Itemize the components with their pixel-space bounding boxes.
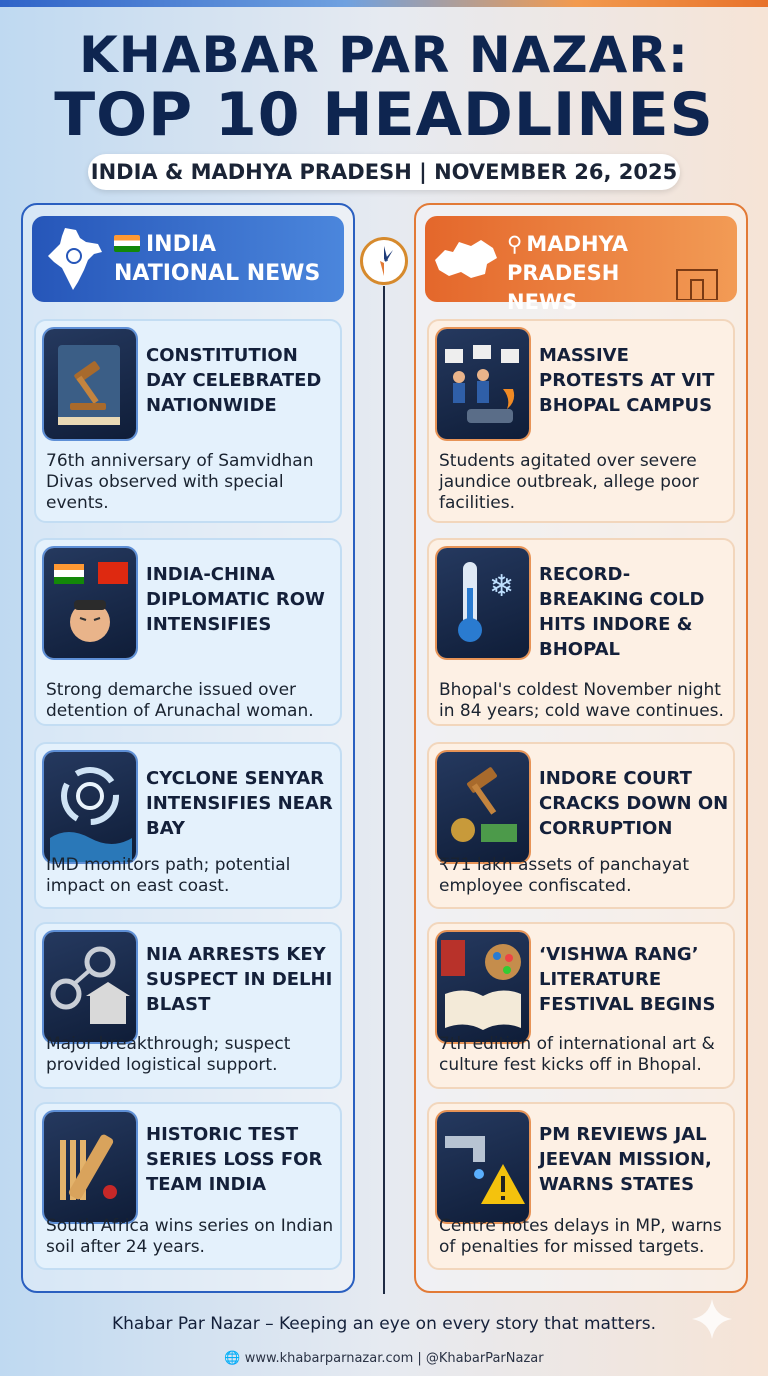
india-news-card-5[interactable] (34, 1102, 342, 1270)
india-header (32, 216, 344, 302)
mp-news-title-1: MASSIVE PROTESTS AT VIT BHOPAL CAMPUS (539, 345, 715, 416)
gate-icon (673, 264, 721, 300)
mp-news-card-2[interactable] (427, 538, 735, 726)
footer-links-text[interactable]: www.khabarparnazar.com | @KhabarParNazar (244, 1351, 544, 1366)
mp-news-title-4: ‘VISHWA RANG’ LITERATURE FESTIVAL BEGINS (539, 944, 716, 1015)
mp-news-desc-2: Bhopal's coldest November night in 84 years; cold wave continues. (439, 680, 724, 721)
mp-header-line2: NEWS (507, 290, 578, 314)
india-flag-icon (114, 235, 140, 252)
mp-news-title-5: PM REVIEWS JAL JEEVAN MISSION, WARNS STATES (539, 1124, 712, 1195)
top-accent-bar (0, 0, 768, 7)
date-subtitle: INDIA & MADHYA PRADESH | NOVEMBER 26, 2025 (88, 154, 680, 190)
india-map-icon (40, 224, 110, 294)
mp-news-title-2: RECORD-BREAKING COLD HITS INDORE & BHOPAL (539, 564, 705, 660)
handcuffs-icon (44, 932, 136, 1042)
mp-news-card-1[interactable] (427, 319, 735, 523)
footer-tagline: Khabar Par Nazar – Keeping an eye on every story that matters. (111, 1314, 657, 1334)
gavel-book-icon (44, 329, 136, 439)
page-title-line1: KHABAR PAR NAZAR: (79, 26, 689, 84)
compass-icon (360, 237, 408, 285)
mp-header-line1: MADHYA PRADESH (507, 232, 628, 285)
mp-news-card-3[interactable] (427, 742, 735, 909)
india-news-title-2: INDIA-CHINA DIPLOMATIC ROW INTENSIFIES (146, 564, 325, 635)
mp-news-title-3: INDORE COURT CRACKS DOWN ON CORRUPTION (539, 768, 729, 839)
page-title-line2: TOP 10 HEADLINES (54, 80, 714, 150)
mp-news-desc-4: 7th edition of international art & culture fest kicks off in Bhopal. (439, 1034, 715, 1075)
india-news-title-5: HISTORIC TEST SERIES LOSS FOR TEAM INDIA (146, 1124, 323, 1195)
svg-text:❄: ❄ (489, 569, 515, 604)
india-news-desc-4: Major breakthrough; suspect provided logistical support. (46, 1034, 291, 1075)
footer-links[interactable] (0, 1351, 768, 1366)
india-header-line1: INDIA (146, 232, 217, 257)
india-panel (21, 203, 355, 1293)
india-news-title-1: CONSTITUTION DAY CELEBRATED NATIONWIDE (146, 345, 322, 416)
location-pin-icon: ⚲ (507, 232, 523, 256)
india-news-card-1[interactable] (34, 319, 342, 523)
globe-icon: 🌐 (224, 1351, 241, 1366)
india-news-desc-5: South Africa wins series on Indian soil after 24 years. (46, 1216, 334, 1257)
mp-news-desc-3: ₹71 lakh assets of panchayat employee confiscated. (439, 855, 689, 896)
sparkle-icon (690, 1297, 734, 1341)
mp-news-card-4[interactable] (427, 922, 735, 1089)
india-news-card-2[interactable] (34, 538, 342, 726)
center-divider (383, 286, 385, 1294)
india-news-desc-3: IMD monitors path; potential impact on east coast. (46, 855, 291, 896)
cyclone-icon (44, 752, 136, 862)
india-news-card-3[interactable] (34, 742, 342, 909)
india-news-card-4[interactable] (34, 922, 342, 1089)
mp-header (425, 216, 737, 314)
mp-news-desc-5: Centre notes delays in MP, warns of penalties for missed targets. (439, 1216, 722, 1257)
mp-news-card-5[interactable] (427, 1102, 735, 1270)
mp-map-icon (431, 230, 501, 290)
gavel-money-icon (437, 752, 529, 862)
protest-icon (437, 329, 529, 439)
flags-icon (44, 548, 136, 658)
india-news-desc-1: 76th anniversary of Samvidhan Divas observed with special events. (46, 451, 314, 513)
mp-panel (414, 203, 748, 1293)
india-news-title-4: NIA ARRESTS KEY SUSPECT IN DELHI BLAST (146, 944, 333, 1015)
thermometer-icon (437, 548, 529, 658)
book-palette-icon (437, 932, 529, 1042)
tap-warning-icon (437, 1112, 529, 1222)
cricket-icon (44, 1112, 136, 1222)
india-news-title-3: CYCLONE SENYAR INTENSIFIES NEAR BAY (146, 768, 333, 839)
india-header-line2: NATIONAL NEWS (114, 261, 321, 286)
mp-news-desc-1: Students agitated over severe jaundice outbreak, allege poor facilities. (439, 451, 699, 513)
india-news-desc-2: Strong demarche issued over detention of Arunachal woman. (46, 680, 314, 721)
